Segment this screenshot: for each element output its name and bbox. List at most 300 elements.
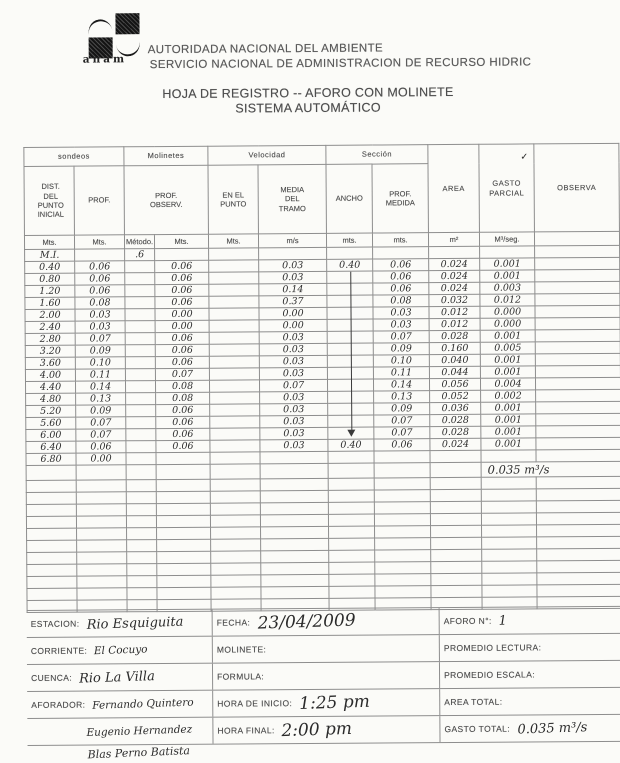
col-prof-observ: PROF. OBSERV. — [124, 165, 208, 235]
cell-gasto: 0.005 — [480, 342, 535, 354]
cell-empty — [375, 526, 431, 538]
cell-empty — [157, 539, 211, 551]
cell-gasto: 0.001 — [480, 330, 535, 342]
cell-empty — [261, 538, 329, 550]
cell-observ — [535, 353, 620, 366]
cell-gasto: 0.001 — [480, 270, 535, 282]
cell-media: 0.03 — [260, 427, 328, 439]
cell-empty — [481, 489, 536, 501]
cell-obs: 0.06 — [156, 428, 210, 440]
unit-cell: Mts. — [74, 235, 124, 249]
form-row — [27, 688, 620, 719]
field-label: PROMEDIO LECTURA: — [443, 642, 542, 654]
cell-area: 0.024 — [430, 438, 481, 450]
cell-observ — [536, 449, 620, 462]
logo-block-icon — [115, 13, 139, 34]
cell-empty — [211, 551, 261, 563]
cell-media: 0.03 — [260, 439, 328, 451]
cell-empty — [26, 516, 76, 528]
cell-punto — [209, 260, 259, 272]
cell-area — [430, 450, 481, 462]
cell-empty — [126, 492, 156, 504]
field-value: Rio La Villa — [78, 668, 156, 687]
group-molinetes: Molinetes — [124, 146, 208, 166]
cell-empty — [126, 516, 156, 528]
col-media-del-tramo: MEDIA DEL TRAMO — [258, 164, 326, 233]
cell-pm: 0.13 — [374, 391, 430, 403]
cell-empty — [375, 574, 431, 586]
cell-empty — [77, 588, 127, 600]
cell-obs: 0.00 — [155, 308, 209, 320]
org-header — [148, 40, 532, 73]
cell-empty — [26, 504, 76, 516]
cell-observ — [535, 293, 620, 306]
cell-empty — [375, 562, 431, 574]
cell-media: 0.03 — [260, 391, 328, 403]
cell-media: 0.03 — [259, 343, 327, 355]
cell-empty — [127, 576, 157, 588]
cell-empty — [431, 525, 482, 537]
cell-metodo — [126, 441, 156, 453]
cell-empty — [537, 548, 620, 561]
cell-pm: 0.11 — [373, 367, 429, 379]
cell-gasto: 0.004 — [481, 378, 536, 390]
cell-gasto: 0.000 — [480, 306, 535, 318]
cell-empty — [328, 490, 374, 502]
cell-empty — [431, 561, 482, 573]
cell-gasto: 0.002 — [481, 390, 536, 402]
cell-empty — [27, 528, 77, 540]
cell-gasto: 0.001 — [481, 438, 536, 450]
cell-gasto: 0.001 — [481, 402, 536, 414]
cell-empty — [430, 501, 481, 513]
cell-area — [429, 246, 480, 258]
cell-observ — [536, 389, 620, 402]
cell-empty — [537, 524, 620, 537]
cell-obs: 0.06 — [155, 296, 209, 308]
cell-metodo — [125, 285, 155, 297]
cell-empty — [375, 550, 431, 562]
cell-metodo — [126, 453, 156, 465]
field-value: 2:00 pm — [281, 718, 353, 742]
cell-empty — [261, 574, 329, 586]
cell-empty — [126, 504, 156, 516]
cell-punto — [209, 308, 259, 320]
cell-pm: 0.03 — [373, 307, 429, 319]
cell-empty — [430, 477, 481, 489]
cell-empty — [157, 527, 211, 539]
cell-empty — [482, 585, 537, 597]
cell-dist: 2.40 — [25, 321, 75, 333]
cell-punto — [209, 320, 259, 332]
cell-obs: 0.06 — [155, 284, 209, 296]
cell-prof: 0.09 — [75, 345, 125, 357]
unit-cell: mts. — [372, 233, 428, 247]
cell-metodo — [125, 345, 155, 357]
cell-ancho: 0.40 — [328, 439, 374, 451]
cell-prof: 0.08 — [75, 297, 125, 309]
cell-prof: 0.11 — [75, 369, 125, 381]
cell-empty — [431, 537, 482, 549]
total-gasto-value: 0.035 m³/s — [481, 461, 620, 477]
cell-empty — [328, 502, 374, 514]
field-label: ESTACION: — [30, 618, 80, 629]
cell-dist: M.I. — [25, 249, 75, 261]
cell-observ — [535, 245, 620, 258]
cell-punto — [210, 416, 260, 428]
cell-obs: 0.08 — [156, 380, 210, 392]
cell-punto — [209, 368, 259, 380]
cell-observ — [535, 269, 620, 282]
anam-logo — [82, 13, 147, 66]
cell-empty — [27, 564, 77, 576]
unit-cell: Mts. — [154, 234, 208, 248]
cell-empty — [211, 539, 261, 551]
org-line2: SERVICIO NACIONAL DE ADMINISTRACION DE RECURSO HIDRIC — [149, 56, 532, 72]
cell-punto — [210, 392, 260, 404]
cell-metodo — [125, 357, 155, 369]
cell-empty — [328, 478, 374, 490]
field-label: AFORADOR: — [31, 699, 86, 710]
cell-ancho — [327, 247, 373, 259]
field-value: Rio Esquiguita — [86, 614, 184, 633]
cell-empty — [374, 502, 430, 514]
cell-metodo — [126, 429, 156, 441]
cell-empty — [431, 549, 482, 561]
cell-gasto — [481, 450, 536, 462]
cell-empty — [126, 480, 156, 492]
cell-prof: 0.10 — [75, 357, 125, 369]
gasto-label: GASTO PARCIAL — [489, 178, 525, 198]
cell-empty — [328, 514, 374, 526]
col-ancho: ANCHO — [326, 164, 372, 233]
field-value: Eugenio Hernandez — [86, 723, 193, 739]
cell-gasto: 0.001 — [481, 414, 536, 426]
cell-empty — [210, 479, 260, 491]
field-value: 1 — [498, 613, 508, 629]
cell-punto — [210, 428, 260, 440]
cell-dist: 3.60 — [25, 357, 75, 369]
cell-empty — [536, 512, 620, 525]
cell-empty — [481, 477, 536, 489]
form-row — [27, 607, 620, 638]
form-row — [27, 661, 620, 692]
form-cell — [212, 662, 439, 690]
cell-empty — [157, 575, 211, 587]
cell-pm: 0.06 — [373, 259, 429, 271]
cell-dist: 3.20 — [25, 345, 75, 357]
cell-empty — [329, 586, 375, 598]
field-label: HORA FINAL: — [217, 725, 275, 736]
cell-dist: 2.80 — [25, 333, 75, 345]
form-cell — [212, 689, 439, 717]
cell-empty — [482, 525, 537, 537]
title-line1: HOJA DE REGISTRO -- AFORO CON MOLINETE — [162, 84, 454, 102]
cell-metodo — [126, 405, 156, 417]
cell-empty — [156, 503, 210, 515]
field-value: 1:25 pm — [298, 691, 371, 715]
cell-gasto: 0.001 — [480, 366, 535, 378]
cell-gasto — [480, 246, 535, 258]
cell-empty — [127, 528, 157, 540]
cell-empty — [157, 587, 211, 599]
cell-metodo — [126, 393, 156, 405]
cell-empty — [27, 576, 77, 588]
cell-punto — [209, 284, 259, 296]
cell-prof: 0.06 — [75, 261, 125, 273]
group-sondeos: sondeos — [24, 147, 124, 167]
cell-punto — [209, 332, 259, 344]
cell-empty — [210, 503, 260, 515]
form-title — [0, 84, 618, 118]
cell-empty — [537, 560, 620, 573]
cell-empty — [211, 563, 261, 575]
field-label: FECHA: — [216, 617, 251, 628]
cell-media: 0.14 — [259, 283, 327, 295]
cell-punto — [209, 356, 259, 368]
title-line2: SISTEMA AUTOMÁTICO — [235, 100, 381, 116]
cell-dist: 6.80 — [26, 453, 76, 465]
unit-cell: Mts. — [24, 235, 74, 249]
cell-empty — [211, 575, 261, 587]
cell-obs — [155, 248, 209, 260]
cell-observ — [536, 377, 620, 390]
cell-pm: 0.07 — [373, 331, 429, 343]
form-cell — [439, 688, 620, 715]
cell-metodo — [125, 321, 155, 333]
cell-empty — [76, 492, 126, 504]
cell-punto — [210, 404, 260, 416]
cell-prof: 0.03 — [75, 321, 125, 333]
cell-area: 0.012 — [429, 306, 480, 318]
cell-area: 0.024 — [429, 258, 480, 270]
cell-empty — [329, 526, 375, 538]
cell-empty — [260, 478, 328, 490]
cell-pm — [373, 247, 429, 259]
cell-empty — [261, 526, 329, 538]
cell-empty — [261, 550, 329, 562]
field-label: CORRIENTE: — [30, 645, 88, 656]
form-cell — [439, 634, 620, 661]
form-cell — [212, 716, 439, 744]
cell-empty — [374, 514, 430, 526]
form-cell — [27, 718, 212, 745]
col-prof-medida: PROF. MEDIDA — [372, 164, 428, 233]
cell-gasto: 0.003 — [480, 282, 535, 294]
cell-area: 0.032 — [429, 294, 480, 306]
cell-empty — [536, 500, 620, 513]
aforo-table — [23, 143, 620, 613]
cell-empty — [26, 492, 76, 504]
swan-icon — [86, 17, 113, 38]
cell-metodo — [125, 309, 155, 321]
field-label: MOLINETE: — [216, 644, 267, 655]
cell-area: 0.160 — [429, 342, 480, 354]
cell-punto — [209, 248, 259, 260]
cell-media: 0.03 — [259, 271, 327, 283]
cell-metodo — [125, 297, 155, 309]
cell-observ — [536, 401, 620, 414]
cell-empty — [260, 463, 328, 478]
cell-area: 0.024 — [429, 270, 480, 282]
form-cell — [212, 608, 439, 636]
cell-gasto: 0.001 — [480, 258, 535, 270]
cell-ancho — [328, 451, 374, 463]
cell-pm: 0.09 — [373, 343, 429, 355]
cell-prof: 0.09 — [76, 405, 126, 417]
cell-empty — [77, 576, 127, 588]
col-observaciones: OBSERVA — [534, 143, 620, 232]
cell-observ — [535, 341, 620, 354]
cell-empty — [261, 562, 329, 574]
handwritten-check-mark: ✓ — [520, 152, 529, 163]
field-value: El Cocuyo — [94, 643, 149, 658]
cell-ancho: 0.40 — [327, 259, 373, 271]
cell-obs: 0.06 — [155, 332, 209, 344]
cell-empty — [27, 588, 77, 600]
cell-prof: 0.07 — [76, 417, 126, 429]
cell-area: 0.028 — [430, 426, 481, 438]
form-cell — [439, 607, 620, 634]
cell-empty — [537, 572, 620, 585]
cell-empty — [26, 465, 76, 480]
unit-cell: mts. — [326, 233, 372, 247]
unit-cell: M³/seg. — [479, 232, 534, 246]
cell-pm: 0.10 — [373, 355, 429, 367]
cell-observ — [536, 425, 620, 438]
cell-metodo: .6 — [125, 249, 155, 261]
cell-empty — [329, 562, 375, 574]
field-label: HORA DE INICIO: — [217, 698, 293, 709]
cell-area: 0.024 — [429, 282, 480, 294]
footer-form — [27, 606, 620, 746]
form-row — [27, 715, 620, 746]
cell-prof: 0.14 — [75, 381, 125, 393]
form-cell — [27, 691, 212, 718]
cell-obs — [156, 452, 210, 464]
cell-obs: 0.06 — [155, 260, 209, 272]
form-cell — [27, 637, 212, 664]
cell-empty — [77, 564, 127, 576]
cell-dist: 5.60 — [26, 417, 76, 429]
form-row — [27, 634, 620, 665]
cell-dist: 1.60 — [25, 297, 75, 309]
cell-area: 0.028 — [429, 330, 480, 342]
unit-cell: m² — [428, 232, 479, 246]
unit-cell: m/s — [258, 233, 326, 247]
cell-empty — [156, 479, 210, 491]
cell-empty — [430, 462, 481, 477]
cell-empty — [375, 538, 431, 550]
cell-empty — [211, 587, 261, 599]
cell-dist: 6.00 — [26, 429, 76, 441]
cell-media: 0.03 — [260, 415, 328, 427]
cell-observ — [535, 317, 620, 330]
cell-empty — [481, 513, 536, 525]
cell-pm: 0.06 — [373, 271, 429, 283]
cell-empty — [430, 513, 481, 525]
cell-metodo — [125, 261, 155, 273]
cell-empty — [260, 502, 328, 514]
cell-empty — [157, 551, 211, 563]
col-dist: DIST. DEL PUNTO INICIAL — [24, 166, 74, 235]
cell-gasto: 0.012 — [480, 294, 535, 306]
cell-empty — [482, 573, 537, 585]
cell-media: 0.00 — [259, 307, 327, 319]
cell-empty — [537, 584, 620, 597]
cell-media: 0.03 — [259, 331, 327, 343]
cell-empty — [260, 490, 328, 502]
cell-empty — [482, 549, 537, 561]
cell-media: 0.03 — [260, 403, 328, 415]
anam-logo-text: anam — [82, 53, 128, 66]
cell-empty — [374, 490, 430, 502]
cell-empty — [76, 465, 126, 480]
cell-prof: 0.00 — [76, 453, 126, 465]
cell-observ — [536, 437, 620, 450]
cell-empty — [211, 527, 261, 539]
cell-empty — [77, 540, 127, 552]
cell-empty — [156, 515, 210, 527]
cell-area: 0.044 — [429, 366, 480, 378]
cell-pm: 0.03 — [373, 319, 429, 331]
cell-obs: 0.06 — [155, 356, 209, 368]
cell-empty — [76, 480, 126, 492]
signature: Blas Perno Batista — [87, 744, 191, 762]
cell-empty — [329, 550, 375, 562]
cell-empty — [536, 476, 620, 489]
cell-pm: 0.06 — [373, 283, 429, 295]
field-label: CUENCA: — [31, 672, 73, 683]
cell-obs: 0.06 — [155, 272, 209, 284]
form-cell — [439, 715, 620, 742]
cell-empty — [156, 464, 210, 479]
cell-empty — [76, 504, 126, 516]
cell-empty — [127, 564, 157, 576]
cell-obs: 0.08 — [156, 392, 210, 404]
cell-obs: 0.06 — [156, 404, 210, 416]
cell-punto — [209, 296, 259, 308]
cell-empty — [260, 514, 328, 526]
cell-metodo — [125, 333, 155, 345]
cell-empty — [77, 552, 127, 564]
cell-pm — [374, 451, 430, 463]
cell-metodo — [126, 417, 156, 429]
cell-empty — [537, 536, 620, 549]
group-header-row — [24, 143, 619, 166]
cell-prof: 0.03 — [75, 309, 125, 321]
cell-empty — [375, 586, 431, 598]
cell-pm: 0.06 — [374, 439, 430, 451]
field-value: Fernando Quintero — [92, 696, 194, 712]
col-gasto-parcial — [479, 144, 535, 232]
cell-empty — [126, 465, 156, 480]
cell-media: 0.03 — [259, 367, 327, 379]
cell-prof: 0.07 — [75, 333, 125, 345]
cell-gasto: 0.001 — [480, 354, 535, 366]
cell-empty — [536, 488, 620, 501]
cell-dist: 4.40 — [25, 381, 75, 393]
cell-area: 0.040 — [429, 354, 480, 366]
group-velocidad: Velocidad — [208, 145, 326, 165]
cell-dist: 1.20 — [25, 285, 75, 297]
cell-pm: 0.07 — [374, 415, 430, 427]
cell-observ — [535, 305, 620, 318]
cell-media: 0.07 — [260, 379, 328, 391]
cell-empty — [481, 501, 536, 513]
cell-observ — [535, 281, 620, 294]
group-seccion: Sección — [326, 145, 428, 165]
